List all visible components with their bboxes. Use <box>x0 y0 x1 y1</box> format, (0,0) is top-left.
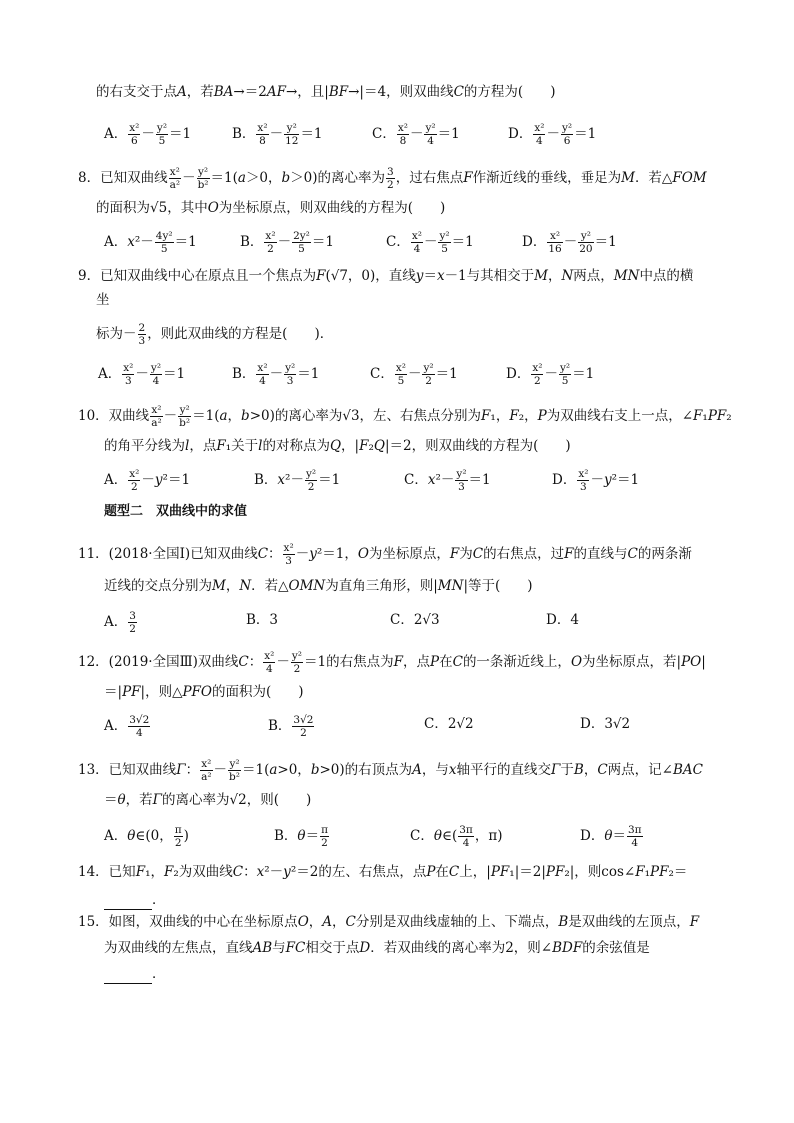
q11-option-c[interactable]: C．2√3 <box>390 612 440 628</box>
q8-option-d[interactable]: D． $\frac{\text{x²}}{16}$ － $\frac{\text{y²}}{20}$ ＝1 <box>522 230 617 255</box>
q9-option-d[interactable]: D． $\frac{\text{x²}}{2}$ － $\frac{\text{y²}}{5}$ ＝1 <box>506 362 595 387</box>
q11-option-d[interactable]: D．4 <box>546 612 579 628</box>
q13-option-d[interactable]: D．θ＝ $\frac{3\pi}{4}$ <box>580 824 642 849</box>
q11-option-a[interactable]: A． $\frac{3}{2}$ <box>104 610 136 635</box>
q9-option-c[interactable]: C． $\frac{\text{x²}}{5}$ － $\frac{\text{y²}}{2}$ ＝1 <box>370 362 458 387</box>
q14-stem-line1: 14．已知F₁，F₂为双曲线C：x²－y²＝2的左、右焦点，点P在C上，|PF₁|＝2|PF₂|，则cos∠F₁PF₂＝ <box>78 864 688 880</box>
q8-option-a[interactable]: A．x²－ $\frac{\text{4y²}}{5}$ ＝1 <box>104 230 197 255</box>
q10-option-c[interactable]: C．x²－ $\frac{\text{y²}}{3}$ ＝1 <box>404 468 491 493</box>
q12-stem-line2: ＝|PF|，则△PFO的面积为( ) <box>104 684 304 700</box>
q7-option-b[interactable]: B． $\frac{\text{x²}}{8}$ － $\frac{\text{y²}}{12}$ ＝1 <box>232 122 323 147</box>
q12-option-d[interactable]: D．3√2 <box>580 716 631 732</box>
q15-answer-blank[interactable]: ． <box>104 964 166 984</box>
q8-option-c[interactable]: C． $\frac{\text{x²}}{4}$ － $\frac{\text{y²}}{5}$ ＝1 <box>386 230 474 255</box>
q10-option-a[interactable]: A． $\frac{\text{x²}}{2}$ －y²＝1 <box>104 468 191 493</box>
q11-stem-line1: 11．(2018·全国Ⅰ)已知双曲线C： $\frac{\text{x²}}{3}$ －y²＝1，O为坐标原点，F为C的右焦点，过F的直线与C的两条渐 <box>78 542 692 567</box>
q15-stem-line1: 15．如图，双曲线的中心在坐标原点O，A，C分别是双曲线虚轴的上、下端点，B是双曲线的左顶点，F <box>78 914 700 930</box>
q14-answer-blank[interactable]: ． <box>104 890 166 910</box>
q10-option-b[interactable]: B．x²－ $\frac{\text{y²}}{2}$ ＝1 <box>254 468 341 493</box>
q8-stem-line2: 的面积为√5，其中O为坐标原点，则双曲线的方程为( ) <box>96 200 446 216</box>
q8-option-b[interactable]: B． $\frac{\text{x²}}{2}$ － $\frac{\text{2y²}}{5}$ ＝1 <box>240 230 334 255</box>
q13-option-b[interactable]: B．θ＝ $\frac{\pi}{2}$ <box>274 824 328 849</box>
q9-option-a[interactable]: A． $\frac{\text{x²}}{3}$ － $\frac{\text{y²}}{4}$ ＝1 <box>98 362 186 387</box>
q10-stem-line1: 10．双曲线 $\frac{\text{x²}}{\text{a²}}$ － $\frac{\text{y²}}{\text{b²}}$ ＝1(a，b>0)的离心率为√3，左、右焦点分别为F₁，F₂，P为双曲线右支上一点，∠F₁PF₂ <box>78 404 732 429</box>
q7-option-a[interactable]: A． $\frac{\text{x²}}{6}$ － $\frac{\text{y²}}{5}$ ＝1 <box>104 122 192 147</box>
q7-stem: 的右支交于点A，若BA→＝2AF→，且|BF→|＝4，则双曲线C的方程为( ) <box>96 84 556 100</box>
q15-stem-line2: 为双曲线的左焦点，直线AB与FC相交于点D．若双曲线的离心率为2，则∠BDF的余弦值是 <box>104 940 650 956</box>
q10-option-d[interactable]: D． $\frac{\text{x²}}{3}$ －y²＝1 <box>552 468 640 493</box>
q9-stem-line3: 标为－ $\frac{2}{3}$ ，则此双曲线的方程是( )． <box>96 322 334 347</box>
q13-stem-line1: 13．已知双曲线Γ： $\frac{\text{x²}}{\text{a²}}$ － $\frac{\text{y²}}{\text{b²}}$ ＝1(a>0，b>0)的右顶点为A，与x轴平行的直线交Γ于B，C两点，记∠BAC <box>78 758 703 783</box>
q11-option-b[interactable]: B．3 <box>246 612 279 628</box>
q10-stem-line2: 的角平分线为l，点F₁关于l的对称点为Q，|F₂Q|＝2，则双曲线的方程为( ) <box>104 438 571 454</box>
q9-stem-line1: 9．已知双曲线中心在原点且一个焦点为F(√7，0)，直线y＝x－1与其相交于M，N两点，MN中点的横 <box>78 268 694 284</box>
section-heading: 题型二 双曲线中的求值 <box>104 504 248 519</box>
q9-stem-line2: 坐 <box>96 292 110 308</box>
q11-stem-line2: 近线的交点分别为M，N．若△OMN为直角三角形，则|MN|等于( ) <box>104 578 533 594</box>
q7-option-c[interactable]: C． $\frac{\text{x²}}{8}$ － $\frac{\text{y²}}{4}$ ＝1 <box>372 122 460 147</box>
q12-option-c[interactable]: C．2√2 <box>424 716 474 732</box>
q9-option-b[interactable]: B． $\frac{\text{x²}}{4}$ － $\frac{\text{y²}}{3}$ ＝1 <box>232 362 320 387</box>
q13-stem-line2: ＝θ，若Γ的离心率为√2，则( ) <box>104 792 312 808</box>
q12-option-a[interactable]: A． $\frac{3√2}{4}$ <box>104 714 150 739</box>
q8-stem-line1: 8．已知双曲线 $\frac{\text{x²}}{\text{a²}}$ － $\frac{\text{y²}}{\text{b²}}$ ＝1(a＞0，b＞0)的离心率为 $\frac{3}{2}$ ，过右焦点F作渐近线的垂线，垂足为M．若△FOM <box>78 166 707 191</box>
q12-option-b[interactable]: B． $\frac{3√2}{2}$ <box>268 714 314 739</box>
q12-stem-line1: 12．(2019·全国Ⅲ)双曲线C： $\frac{\text{x²}}{4}$ － $\frac{\text{y²}}{2}$ ＝1的右焦点为F，点P在C的一条渐近线上，O为坐标原点，若|PO| <box>78 650 706 675</box>
q7-option-d[interactable]: D． $\frac{\text{x²}}{4}$ － $\frac{\text{y²}}{6}$ ＝1 <box>508 122 597 147</box>
q13-option-c[interactable]: C．θ∈( $\frac{3\pi}{4}$ ，π) <box>410 824 503 849</box>
q13-option-a[interactable]: A．θ∈(0， $\frac{\pi}{2}$ ) <box>104 824 189 849</box>
